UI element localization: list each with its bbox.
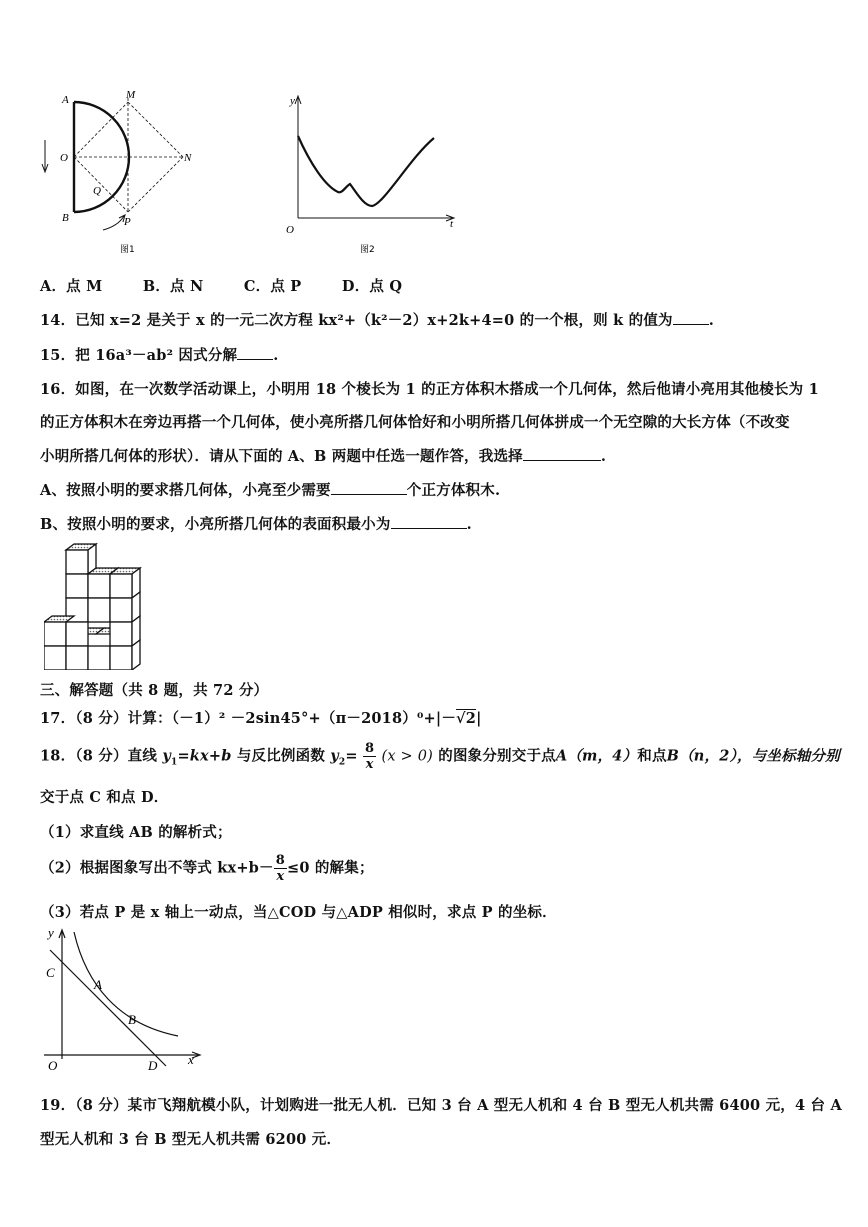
figure-1 [38, 88, 208, 260]
q18-y2: y [330, 747, 339, 765]
fig1-caption: 图1 [120, 245, 135, 255]
q16-line-2: 的正方体积木在旁边再搭一个几何体，使小亮所搭几何体恰好和小明所搭几何体拼成一个无空隙的大长方体（不改变 [40, 414, 790, 431]
question-17 [40, 707, 482, 728]
q19-line-1: 19．（8 分）某市飞翔航模小队，计划购进一批无人机．已知 3 台 A 型无人机和 4 台 B 型无人机共需 6400 元，4 台 A [40, 1097, 842, 1114]
figure-2 [280, 88, 460, 260]
q16-line-3-text: 小明所搭几何体的形状）．请从下面的 A、B 两题中任选一题作答，我选择 [40, 448, 523, 465]
q18-y2-sub: 2 [338, 757, 346, 768]
q16-part-b [40, 513, 472, 534]
q17-end: | [476, 710, 482, 727]
graph-label-d: D [148, 1058, 158, 1073]
q18-y1-sub: 1 [170, 757, 178, 768]
q18-p2-text: （2）根据图象写出不等式 kx+b－ [40, 859, 274, 877]
q18-line-2: 交于点 C 和点 D． [40, 789, 169, 806]
figure-2-drawing [295, 96, 454, 221]
graph-label-x: x [188, 1052, 194, 1067]
q18-line-1 [40, 741, 840, 776]
q13-options [40, 275, 402, 296]
graph-label-a: A [94, 977, 102, 992]
q18-point-a: A（m，4） [555, 747, 638, 765]
q14-end: . [708, 312, 714, 329]
figure-1-drawing [42, 98, 183, 230]
question-15 [40, 344, 278, 365]
q15-text: 15．把 16a³－ab² 因式分解 [40, 347, 238, 364]
q16-a-text: A、按照小明的要求搭几何体，小亮至少需要 [40, 482, 331, 499]
option-a: A．点 M [40, 278, 103, 295]
q18-part-2 [40, 853, 374, 884]
q18-p2-den: x [276, 869, 285, 884]
fig2-label-o: O [286, 224, 294, 236]
q16-a-blank [331, 494, 407, 495]
q14-text: 14．已知 x=2 是关于 x 的一元二次方程 kx²+（k²－2）x+2k+4=0 的一个根，则 k 的值为 [40, 312, 673, 329]
q15-end: . [273, 347, 279, 364]
graph-label-c: C [46, 965, 55, 980]
q18-p2-fraction [274, 853, 287, 884]
q18-part-3: （3）若点 P 是 x 轴上一动点，当△COD 与△ADP 相似时，求点 P 的坐标． [40, 904, 557, 921]
option-c: C．点 P [243, 278, 302, 295]
q18-eq1: =kx+b [177, 747, 232, 765]
option-d: D．点 Q [341, 278, 403, 295]
fig1-label-m: M [126, 89, 136, 101]
q18-and: 和点 [637, 747, 667, 765]
q18-graph [38, 924, 208, 1074]
q18-p2-num: 8 [275, 853, 285, 868]
q18-post: 的图象分别交于点 [438, 747, 556, 765]
fig2-label-t: t [450, 218, 454, 230]
q18-eq2: = [345, 747, 358, 765]
cube-structure-figure [44, 540, 156, 670]
question-14 [40, 309, 714, 330]
q18-mid: 与反比例函数 [236, 747, 326, 765]
cube-drawing [44, 544, 140, 670]
q16-part-a [40, 479, 500, 500]
q16-line-3-end: . [600, 448, 607, 465]
q18-point-b: B（n，2），与坐标轴分别 [666, 747, 840, 765]
q18-frac-den: x [365, 757, 374, 772]
q19-line-2: 型无人机和 3 台 B 型无人机共需 6200 元． [40, 1131, 342, 1148]
q18-y1: y [162, 747, 171, 765]
q16-b-end: . [466, 516, 472, 533]
fig2-caption: 图2 [360, 245, 375, 255]
q16-choice-blank [523, 460, 601, 461]
q16-line-3 [40, 445, 606, 466]
fig1-label-q: Q [93, 185, 101, 197]
q18-p2-end: ≤0 的解集； [286, 859, 374, 877]
q18-cond: (x > 0) [381, 748, 433, 765]
q14-answer-blank [673, 324, 709, 325]
fig2-label-y: y [290, 95, 295, 107]
graph-label-y: y [48, 925, 54, 940]
section-3-heading: 三、解答题（共 8 题，共 72 分） [40, 682, 269, 699]
q18-graph-drawing [44, 930, 200, 1066]
q17-text: 17．（8 分）计算：（－1）² －2sin45°+（π－2018）⁰+|－ [40, 710, 457, 727]
q16-a-end: 个正方体积木. [406, 482, 501, 499]
q18-part-1: （1）求直线 AB 的解析式； [40, 824, 232, 841]
q16-b-text: B、按照小明的要求，小亮所搭几何体的表面积最小为 [40, 516, 391, 533]
q18-frac-num: 8 [365, 741, 375, 756]
option-b: B．点 N [142, 278, 204, 295]
fig1-label-a: A [62, 94, 69, 106]
graph-label-b: B [128, 1012, 136, 1027]
fig1-label-p: P [124, 216, 131, 228]
fig1-label-n: N [184, 152, 192, 164]
q15-answer-blank [237, 359, 273, 360]
graph-label-o: O [48, 1058, 58, 1073]
q18-intro: 18．（8 分）直线 [40, 747, 158, 765]
q16-line-1: 16．如图，在一次数学活动课上，小明用 18 个棱长为 1 的正方体积木搭成一个几何体，然后他请小亮用其他棱长为 1 [40, 381, 819, 398]
q17-sqrt: √2 [456, 710, 477, 727]
q16-b-blank [391, 528, 467, 529]
q18-fraction [363, 741, 376, 772]
fig1-label-o: O [60, 152, 68, 164]
fig1-label-b: B [62, 212, 69, 224]
